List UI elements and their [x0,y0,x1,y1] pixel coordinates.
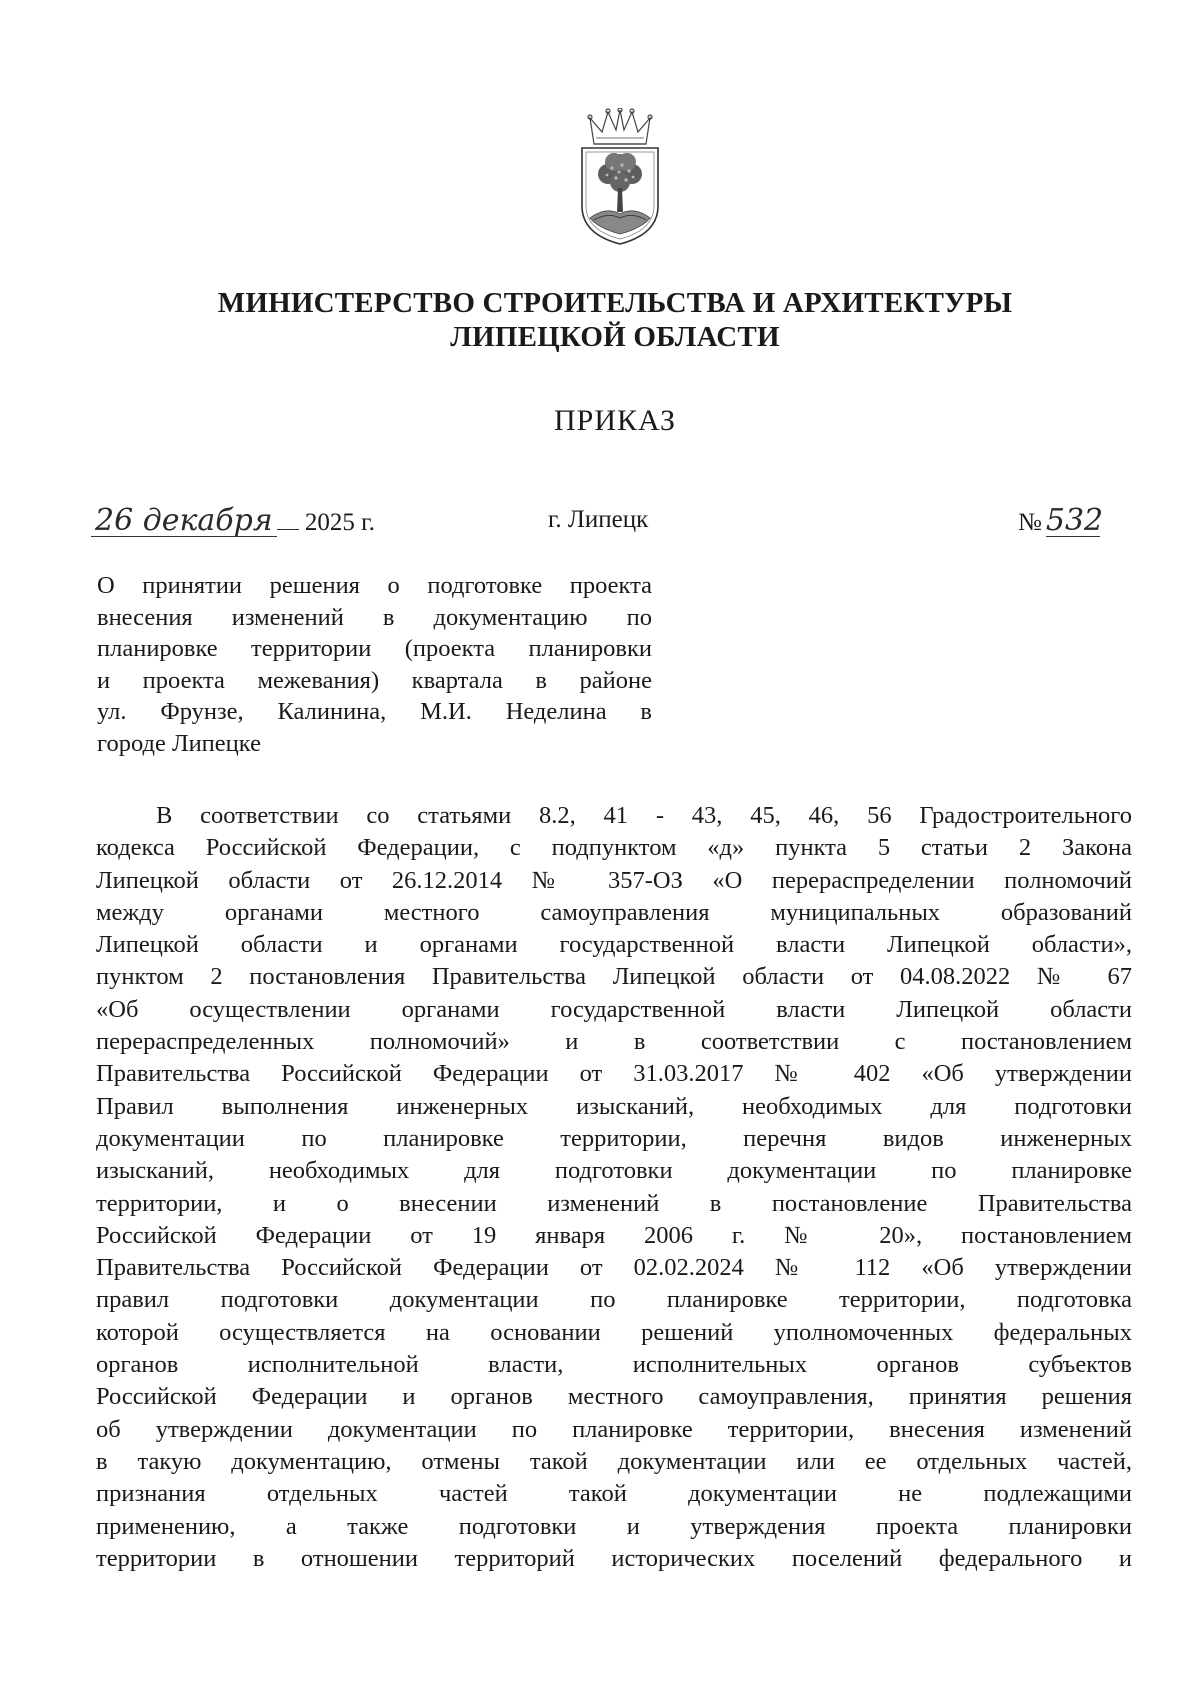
body-line: в такую документацию, отмены такой документации или ее отдельных частей, [96,1447,1132,1475]
order-city: г. Липецк [548,506,649,533]
body-line: «Об осуществлении органами государственной власти Липецкой области [96,995,1132,1023]
body-line: Липецкой области и органами государственной власти Липецкой области», [96,931,1132,959]
order-body-text [96,800,1132,1575]
body-line: Липецкой области от 26.12.2014 № 357-ОЗ «О перераспределении полномочий [96,866,1132,894]
body-line: документации по планировке территории, перечня видов инженерных [96,1124,1132,1152]
ministry-title-line-1: МИНИСТЕРСТВО СТРОИТЕЛЬСТВА И АРХИТЕКТУРЫ [217,287,1013,319]
body-line: изысканий, необходимых для подготовки документации по планировке [96,1157,1132,1185]
handwritten-date: 26 декабря [91,506,277,537]
order-number [1018,503,1104,538]
body-line: применению, а также подготовки и утверждения проекта планировки [96,1512,1132,1540]
document-type-title: ПРИКАЗ [554,404,676,437]
body-line: Российской Федерации от 19 января 2006 г. № 20», постановлением [96,1221,1132,1249]
subject-line: планировке территории (проекта планировки [97,635,652,662]
body-line: перераспределенных полномочий» и в соответствии с постановлением [96,1028,1132,1056]
body-line: кодекса Российской Федерации, с подпунктом «д» пункта 5 статьи 2 Закона [96,834,1132,862]
ministry-title [0,286,1200,354]
body-line: пунктом 2 постановления Правительства Липецкой области от 04.08.2022 № 67 [96,963,1132,991]
ministry-title-line-2: ЛИПЕЦКОЙ ОБЛАСТИ [450,321,780,353]
subject-line: О принятии решения о подготовке проекта [97,572,652,599]
date-underline [277,528,299,530]
order-subject [97,570,652,759]
subject-line: и проекта межевания) квартала в районе [97,666,652,694]
body-line: правил подготовки документации по планировке территории, подготовка [96,1286,1132,1314]
order-year: 2025 г. [304,509,375,536]
body-line: В соответствии со статьями 8.2, 41 - 43, 45, 46, 56 Градостроительного [156,802,1132,829]
subject-line: внесения изменений в документацию по [97,603,652,631]
body-line: между органами местного самоуправления муниципальных образований [96,898,1132,926]
body-line: территории в отношении территорий исторических поселений федерального и [96,1544,1132,1572]
body-line: территории, и о внесении изменений в постановление Правительства [96,1189,1132,1217]
body-line: которой осуществляется на основании решений уполномоченных федеральных [96,1318,1132,1346]
body-line: об утверждении документации по планировке территории, внесения изменений [96,1415,1132,1443]
body-line: органов исполнительной власти, исполнительных органов субъектов [96,1351,1132,1379]
handwritten-number: 532 [1045,503,1104,538]
coat-of-arms-emblem [572,108,668,248]
order-date [91,503,375,538]
body-line: Правительства Российской Федерации от 31.03.2017 № 402 «Об утверждении [96,1060,1132,1088]
subject-line: городе Липецке [97,729,261,757]
body-line: признания отдельных частей такой документации не подлежащими [96,1480,1132,1508]
subject-line: ул. Фрунзе, Калинина, М.И. Неделина в [97,698,652,725]
body-line: Российской Федерации и органов местного самоуправления, принятия решения [96,1383,1132,1411]
body-line: Правительства Российской Федерации от 02.02.2024 № 112 «Об утверждении [96,1254,1132,1282]
body-line: Правил выполнения инженерных изысканий, необходимых для подготовки [96,1092,1132,1120]
number-sign: № [1018,509,1042,536]
